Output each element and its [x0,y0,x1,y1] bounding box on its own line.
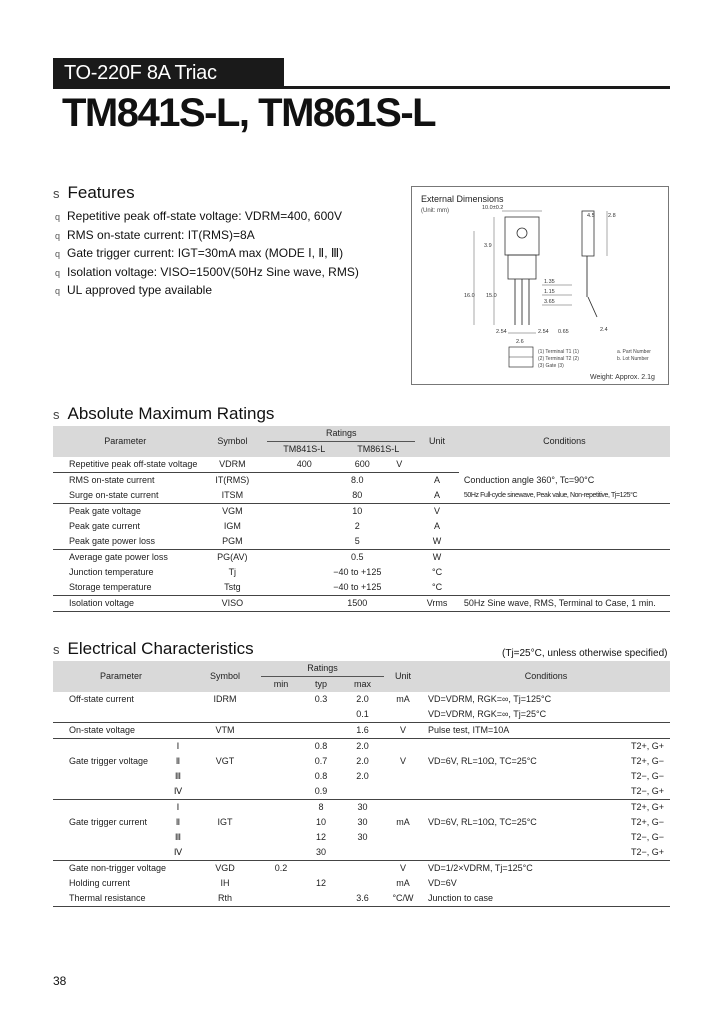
table-row: Ⅰ 0.8 2.0 T2+, G+ [176,741,664,751]
svg-text:0.65: 0.65 [558,329,569,335]
table-row: Peak gate power loss PGM 5 W [53,534,670,550]
col-tm861s: TM861S-L [341,442,415,458]
table-row: Ⅲ 0.8 2.0 T2−, G− [174,771,664,781]
svg-text:15.0: 15.0 [486,293,497,299]
feature-item: q UL approved type available [55,283,212,297]
feature-item: q Isolation voltage: VISO=1500V(50Hz Sine wave, RMS) [55,264,359,279]
col-max: max [341,677,384,693]
bullet-icon: q [55,267,61,278]
abs-max-table [53,426,670,612]
table-row: 0.1 VD=VDRM, RGK=∞, Tj=25°C [53,707,670,723]
col-min: min [261,677,301,693]
table-row: Thermal resistance Rth 3.6 °C/W Junction to case [53,891,670,907]
svg-text:(3) Gate (3): (3) Gate (3) [538,363,564,369]
table-row: Ⅳ 30 T2−, G+ [53,845,670,861]
features-heading: s Features [53,183,135,202]
section-bullet-icon: s [53,407,60,422]
table-row: Repetitive peak off-state voltage VDRM 400 600 V [53,457,670,473]
table-row: Holding current IH 12 mA VD=6V [69,878,457,888]
elec-heading: s Electrical Characteristics [53,639,254,658]
col-parameter: Parameter [53,661,189,692]
feature-item: q Repetitive peak off-state voltage: VDRM=400, 600V [55,209,342,223]
table-row: Ⅲ 12 30 T2−, G− [174,832,664,842]
svg-text:2.54: 2.54 [496,329,507,335]
table-row: Gate trigger current Ⅱ IGT 10 30 mA VD=6V, RL=10Ω, TC=25°C T2+, G− [69,817,664,827]
col-symbol: Symbol [189,661,261,692]
table-row: On-state voltage VTM 1.6 V Pulse test, ITM=10A [53,723,670,739]
svg-text:16.0: 16.0 [464,293,475,299]
col-tm841s: TM841S-L [267,442,341,458]
section-bullet-icon: s [53,186,60,201]
svg-text:2.8: 2.8 [608,213,616,219]
svg-text:1.15: 1.15 [544,289,555,295]
table-row: Average gate power loss PG(AV) 0.5 W [69,552,442,562]
col-ratings: Ratings [267,426,415,442]
abs-max-heading: s Absolute Maximum Ratings [53,404,275,423]
table-row: Surge on-state current ITSM 80 A 50Hz Full-cycle sinewave, Peak value, Non-repetitive, Tj=125°C [53,488,670,504]
col-symbol: Symbol [197,426,267,457]
svg-text:3.9: 3.9 [484,243,492,249]
table-row: Off-state current IDRM 0.3 2.0 mA VD=VDRM, RGK=∞, Tj=125°C [69,694,552,704]
svg-text:(1) Terminal T1 (1): (1) Terminal T1 (1) [538,349,579,355]
svg-text:(2) Terminal T2 (2): (2) Terminal T2 (2) [538,356,579,362]
svg-text:1.35: 1.35 [544,279,555,285]
svg-text:b. Lot Number: b. Lot Number [617,356,649,362]
svg-text:4.5: 4.5 [587,213,595,219]
package-weight: Weight: Approx. 2.1g [590,374,655,381]
table-row: Junction temperature Tj −40 to +125 °C [69,567,443,577]
dimensions-title: External Dimensions [421,194,504,204]
table-row: RMS on-state current IT(RMS) 8.0 A Conduction angle 360°, Tc=90°C [69,474,595,485]
svg-text:a. Part Number: a. Part Number [617,349,651,355]
table-row: Peak gate current IGM 2 A [69,521,441,531]
col-typ: typ [301,677,341,693]
elec-condition-note: (Tj=25°C, unless otherwise specified) [502,648,668,659]
category-banner: TO-220F 8A Triac [53,58,284,86]
svg-text:3.65: 3.65 [544,299,555,305]
bullet-icon: q [55,212,61,222]
bullet-icon: q [55,249,61,259]
feature-item: q RMS on-state current: IT(RMS)=8A [55,227,255,242]
feature-item: q Gate trigger current: IGT=30mA max (MODE Ⅰ, Ⅱ, Ⅲ) [55,246,344,260]
svg-text:10.0±0.2: 10.0±0.2 [482,205,504,211]
page-title: TM841S-L, TM861S-L [62,91,436,135]
table-row: Gate non-trigger voltage VGD 0.2 V VD=1/2×VDRM, Tj=125°C [69,863,533,873]
table-row: Ⅰ 8 30 T2+, G+ [176,802,664,812]
col-conditions: Conditions [459,426,670,457]
header-rule [53,86,670,89]
table-row: Gate trigger voltage Ⅱ VGT 0.7 2.0 V VD=6V, RL=10Ω, TC=25°C T2+, G− [69,756,664,766]
table-row: Ⅳ 0.9 T2−, G+ [53,784,670,800]
table-row: Peak gate voltage VGM 10 V [69,506,441,516]
bullet-icon: q [55,230,61,241]
col-ratings: Ratings [261,661,384,677]
col-unit: Unit [415,426,459,457]
table-row: Isolation voltage VISO 1500 Vrms 50Hz Sine wave, RMS, Terminal to Case, 1 min. [53,596,670,612]
page-number: 38 [53,974,67,988]
svg-text:2.6: 2.6 [516,339,524,345]
svg-text:2.4: 2.4 [600,327,608,333]
package-drawing [412,187,668,384]
col-parameter: Parameter [53,426,197,457]
table-row: Storage temperature Tstg −40 to +125 °C [53,580,670,596]
col-unit: Unit [384,661,422,692]
elec-table [53,661,670,907]
dimensions-unit: (Unit: mm) [421,208,449,214]
external-dimensions-panel [411,186,669,385]
section-bullet-icon: s [53,642,60,657]
col-conditions: Conditions [422,661,670,692]
svg-text:2.54: 2.54 [538,329,549,335]
bullet-icon: q [55,286,61,296]
